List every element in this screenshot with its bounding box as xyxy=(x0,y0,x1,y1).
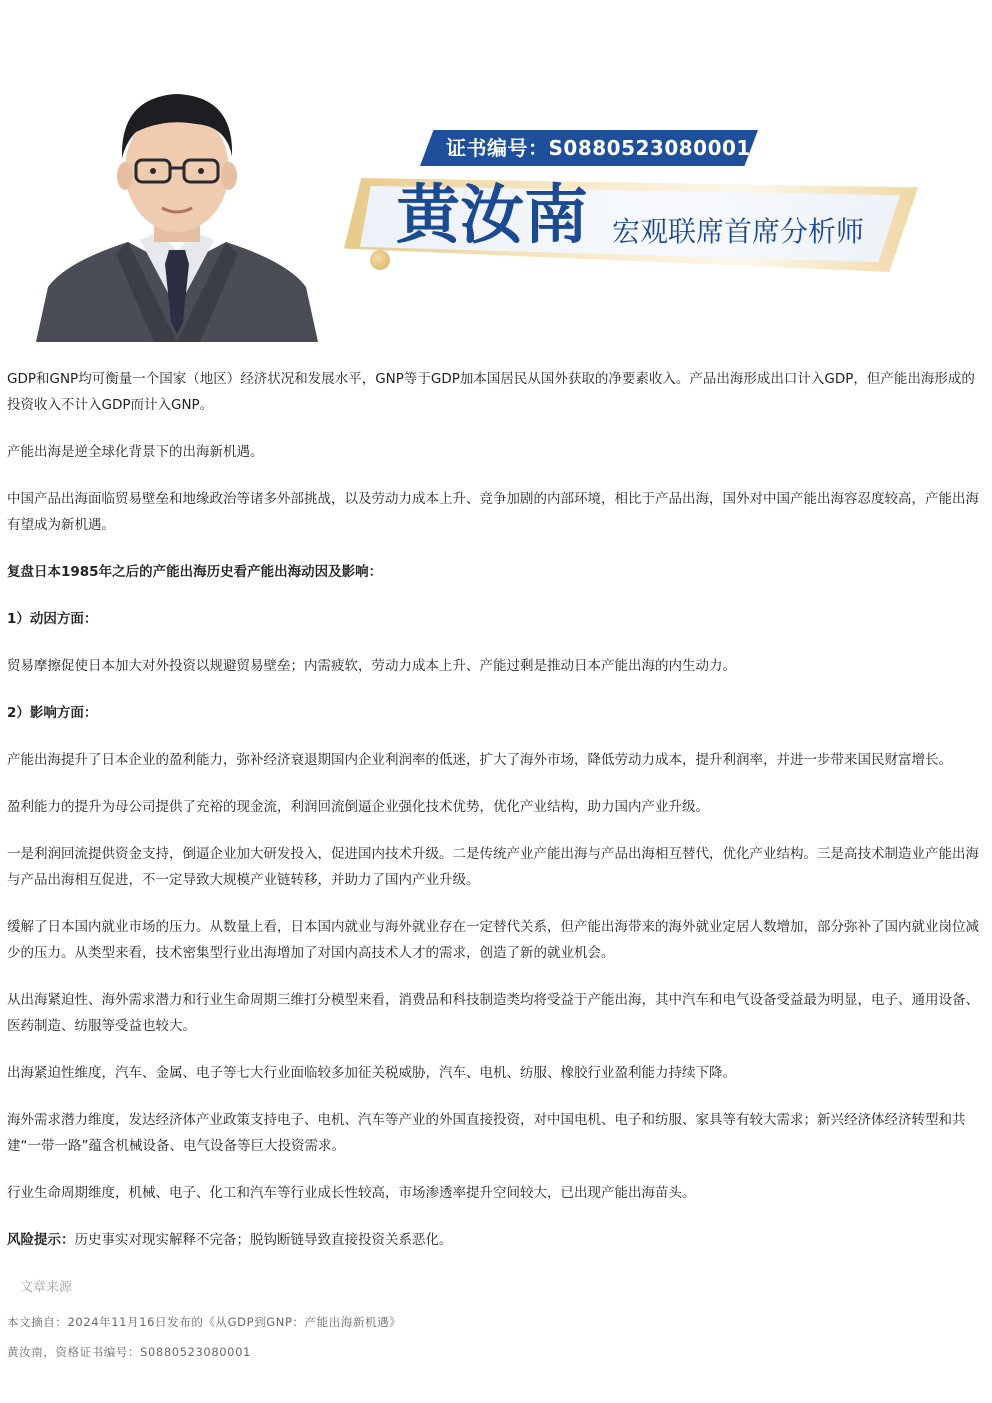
decorative-gold-dot xyxy=(370,250,390,270)
analyst-credential: 黄汝南，资格证书编号：S0880523080001 xyxy=(7,1345,251,1359)
section-heading: 复盘日本1985年之后的产能出海历史看产能出海动因及影响： xyxy=(7,564,383,580)
paragraph: 从出海紧迫性、海外需求潜力和行业生命周期三维打分模型来看，消费品和科技制造类均将受益于产能出海，其中汽车和电气设备受益最为明显，电子、通用设备、医药制造、纺服等受益也较大。 xyxy=(7,992,979,1034)
certificate-number: 证书编号：S0880523080001 xyxy=(446,136,751,160)
risk-text: 历史事实对现实解释不完备；脱钩断链导致直接投资关系恶化。 xyxy=(74,1232,453,1248)
article-source-label: 文章来源 xyxy=(20,1280,73,1295)
paragraph: 产能出海是逆全球化背景下的出海新机遇。 xyxy=(7,444,264,460)
subsection-heading: 2）影响方面： xyxy=(7,705,98,721)
paragraph: GDP和GNP均可衡量一个国家（地区）经济状况和发展水平，GNP等于GDP加本国居民从国外获取的净要素收入。产品出海形成出口计入GDP，但产能出海形成的投资收入不计入GDP而计入GNP。 xyxy=(7,371,975,413)
paragraph: 海外需求潜力维度，发达经济体产业政策支持电子、电机、汽车等产业的外国直接投资，对中国电机、电子和纺服、家具等有较大需求；新兴经济体经济转型和共建“一带一路”蕴含机械设备、电气设备等巨大投资需求。 xyxy=(7,1112,966,1154)
paragraph: 行业生命周期维度，机械、电子、化工和汽车等行业成长性较高，市场渗透率提升空间较大，已出现产能出海苗头。 xyxy=(7,1185,696,1201)
article-body xyxy=(7,366,979,1274)
risk-warning xyxy=(7,1227,979,1253)
subsection-heading: 1）动因方面： xyxy=(7,611,98,627)
paragraph: 缓解了日本国内就业市场的压力。从数量上看，日本国内就业与海外就业存在一定替代关系，但产能出海带来的海外就业定居人数增加，部分弥补了国内就业岗位减少的压力。从类型来看，技术密集型行业出海增加了对国内高技术人才的需求，创造了新的就业机会。 xyxy=(7,919,979,961)
source-excerpt: 本文摘自：2024年11月16日发布的《从GDP到GNP：产能出海新机遇》 xyxy=(7,1315,402,1329)
analyst-banner xyxy=(0,0,992,345)
paragraph: 一是利润回流提供资金支持，倒逼企业加大研发投入，促进国内技术升级。二是传统产业产能出海与产品出海相互替代，优化产业结构。三是高技术制造业产能出海与产品出海相互促进，不一定导致大规模产业链转移，并助力了国内产业升级。 xyxy=(7,846,979,888)
paragraph: 出海紧迫性维度，汽车、金属、电子等七大行业面临较多加征关税威胁，汽车、电机、纺服、橡胶行业盈利能力持续下降。 xyxy=(7,1065,736,1081)
paragraph: 贸易摩擦促使日本加大对外投资以规避贸易壁垒；内需疲软，劳动力成本上升、产能过剩是推动日本产能出海的内生动力。 xyxy=(7,658,736,674)
paragraph: 产能出海提升了日本企业的盈利能力，弥补经济衰退期国内企业利润率的低迷，扩大了海外市场，降低劳动力成本，提升利润率，并进一步带来国民财富增长。 xyxy=(7,752,952,768)
risk-label: 风险提示： xyxy=(7,1232,75,1248)
analyst-portrait-icon xyxy=(36,82,318,342)
analyst-title: 宏观联席首席分析师 xyxy=(612,215,865,248)
analyst-name: 黄汝南 xyxy=(396,178,588,253)
paragraph: 中国产品出海面临贸易壁垒和地缘政治等诸多外部挑战，以及劳动力成本上升、竞争加剧的内部环境，相比于产品出海，国外对中国产能出海容忍度较高，产能出海有望成为新机遇。 xyxy=(7,491,979,533)
paragraph: 盈利能力的提升为母公司提供了充裕的现金流，利润回流倒逼企业强化技术优势，优化产业结构，助力国内产业升级。 xyxy=(7,799,709,815)
